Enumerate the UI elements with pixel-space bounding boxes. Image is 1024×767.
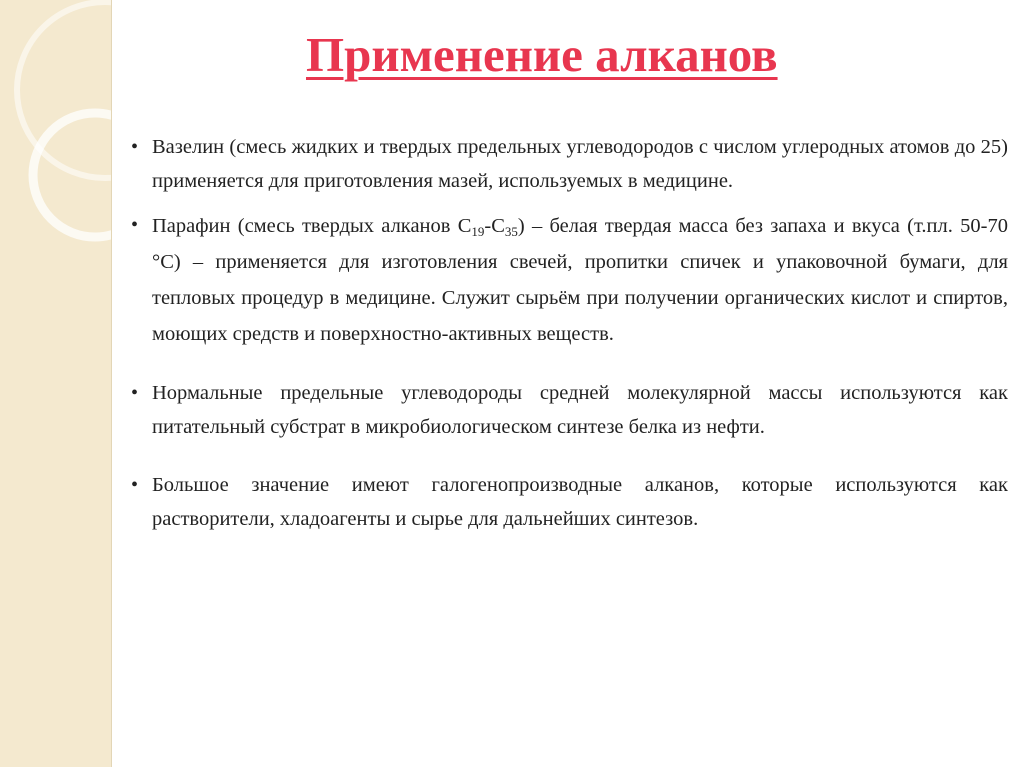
item-text: Вазелин (смесь жидких и твердых предельных углеводородов с числом углеродных атомов до 25) применяется для приготовления мазей, используемых в медицине.	[152, 136, 1008, 192]
page-title: Применение алканов	[306, 27, 778, 82]
bullet-icon: •	[131, 214, 139, 236]
item-text	[152, 215, 1008, 345]
subscript-19: 19	[471, 224, 485, 239]
item-text: Большое значение имеют галогенопроизводные алканов, которые используются как растворители, хладоагенты и сырье для дальнейших синтезов.	[152, 474, 1008, 530]
list-item	[128, 130, 1008, 198]
list-item	[128, 468, 1008, 536]
list-item	[128, 208, 1008, 352]
bullet-icon: •	[131, 136, 139, 158]
decorative-side-panel	[0, 0, 112, 767]
item-text-end: ) – белая твердая масса без запаха и вкуса (т.пл. 50-70 °C) – применяется для изготовления свечей, пропитки спичек и упаковочной бумаги, для тепловых процедур в медицине. Служит сырьём при получении органических кислот и спиртов, моющих средств и поверхностно-активных веществ.	[152, 215, 1008, 345]
decorative-circles-icon	[0, 0, 111, 767]
bullet-icon: •	[131, 474, 139, 496]
bullet-list	[128, 130, 1008, 536]
subscript-35: 35	[504, 224, 518, 239]
bullet-icon: •	[131, 382, 139, 404]
item-text-start: Парафин (смесь твердых алканов C	[152, 215, 472, 237]
item-text: Нормальные предельные углеводороды средней молекулярной массы используются как питательный субстрат в микробиологическом синтезе белка из нефти.	[152, 382, 1008, 438]
item-text-mid: -C	[484, 215, 505, 237]
list-item	[128, 376, 1008, 444]
